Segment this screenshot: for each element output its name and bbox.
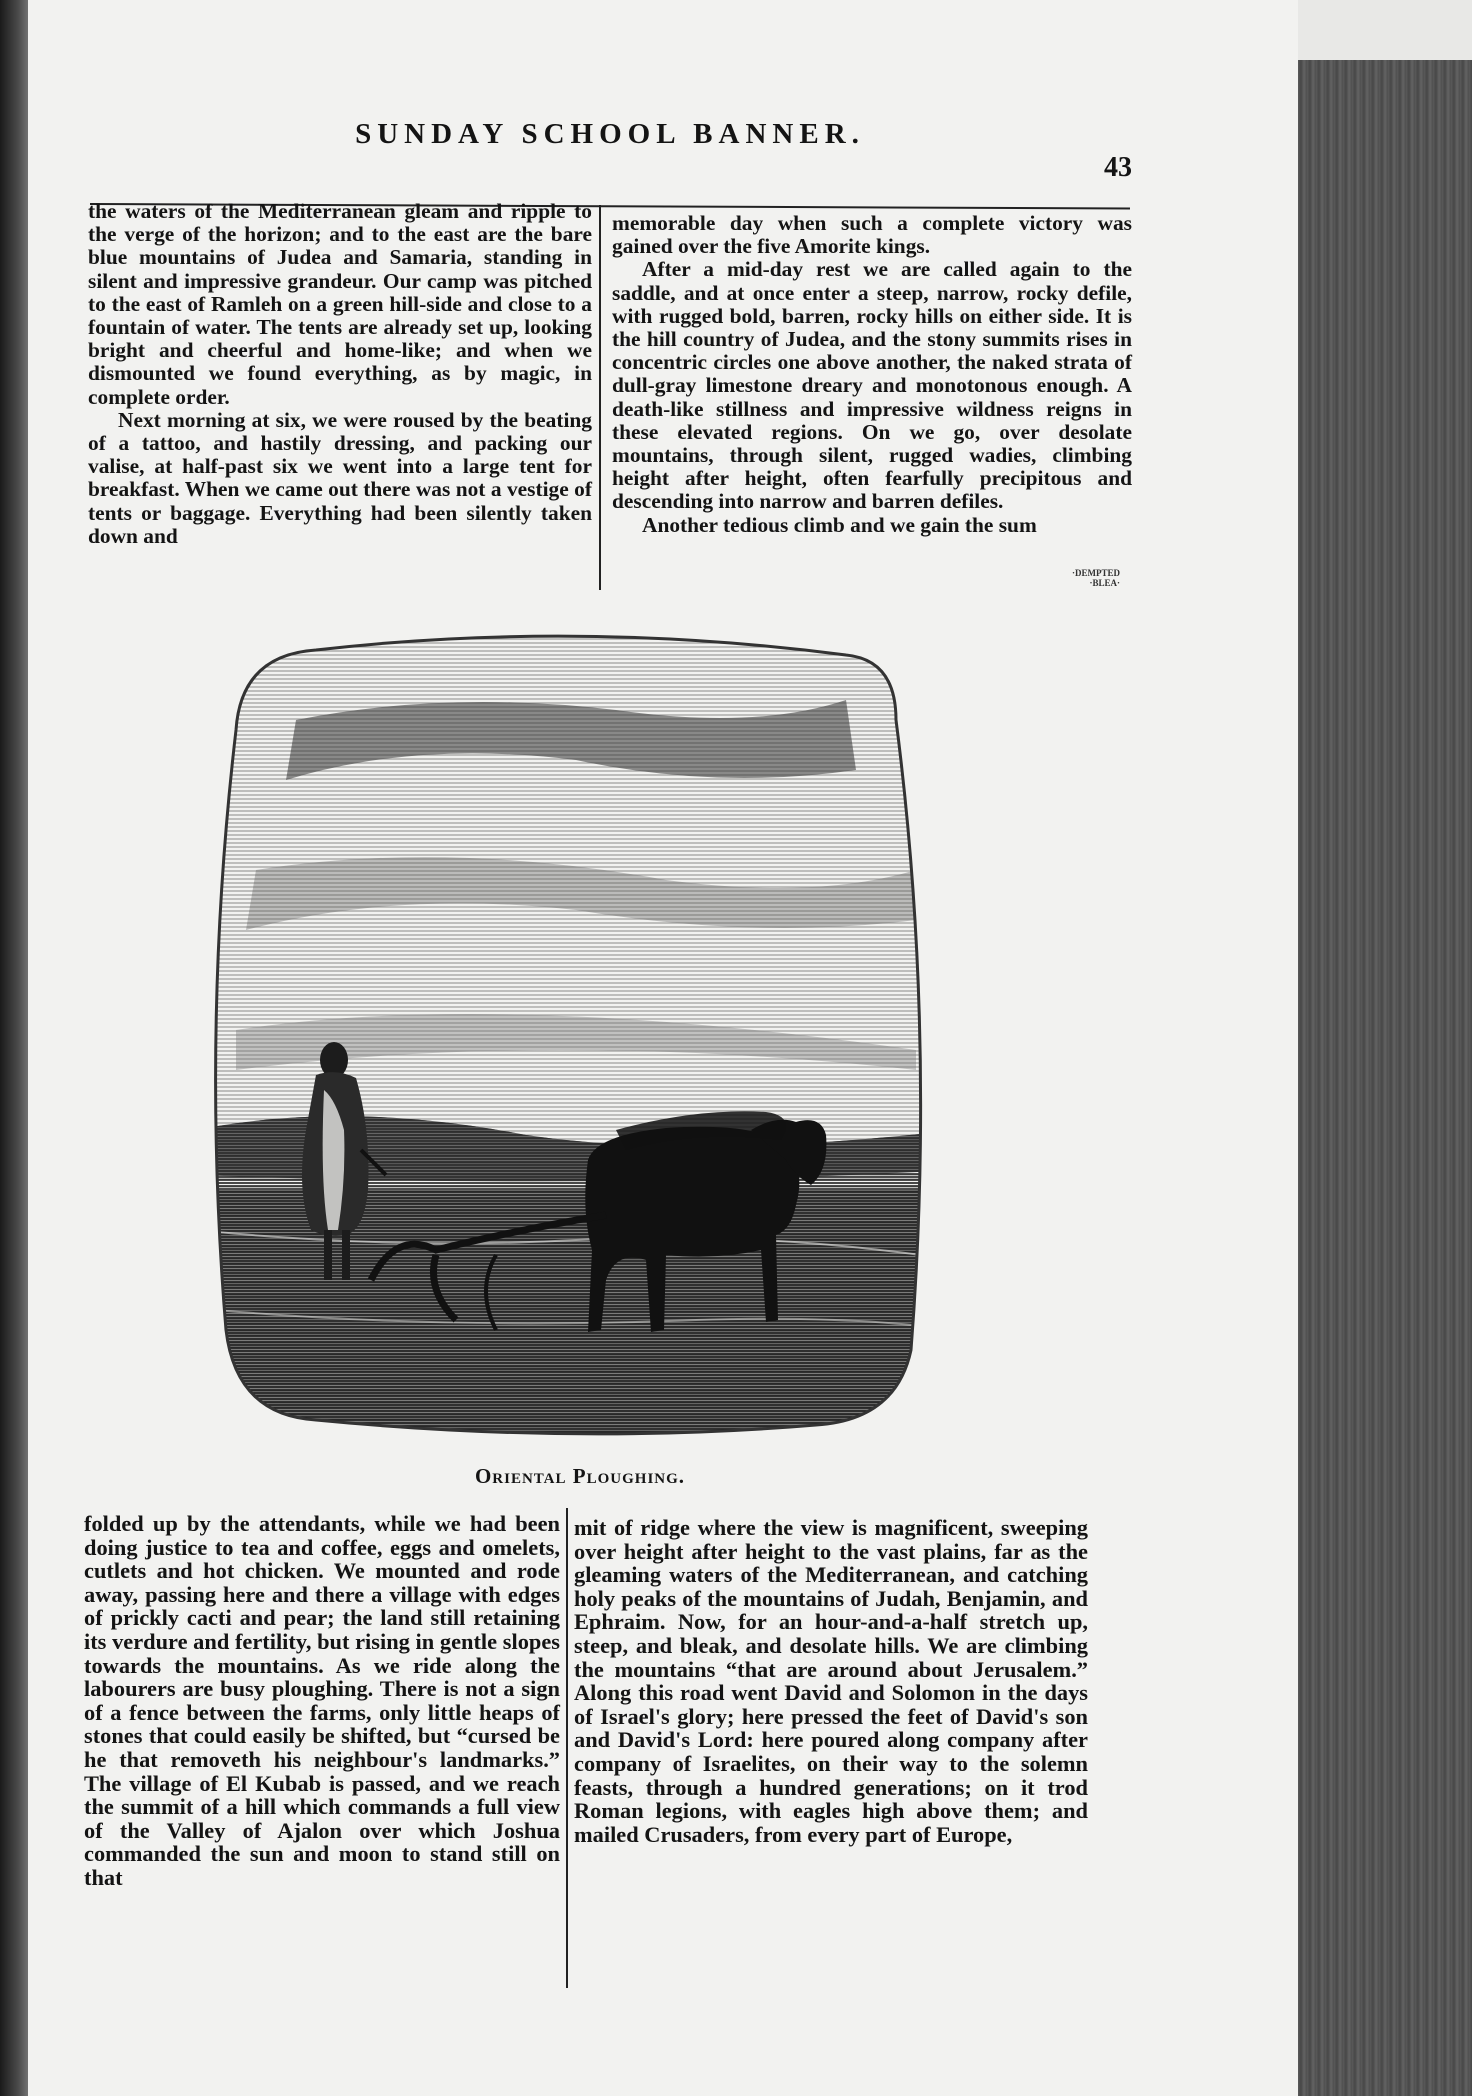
paragraph: mit of ridge where the view is magnificent, sweeping over height after height to the vast plains, far as the gleaming waters of the Mediterranean, and catching holy peaks of the mountains of Judah, Benjamin, and Ephraim. Now, for an hour-and-a-half stretch up, steep, and bleak, and desolate hills. We are climbing the mountains “that are around about Jerusalem.” Along this road went David and Solomon in the days of Israel's glory; here pressed the feet of David's son and David's Lord: here poured along company after company of Israelites, on their way to the solemn feasts, through a hundred generations; on it trod Roman legions, with eagles high above them; and mailed Crusaders, from every part of Europe,	[574, 1515, 1088, 1847]
running-header: SUNDAY SCHOOL BANNER.	[355, 118, 865, 150]
column-top-right	[612, 212, 1132, 537]
page-stack-edge	[1298, 60, 1472, 2096]
column-top-left	[88, 200, 592, 548]
column-bottom-right	[574, 1516, 1088, 1846]
column-divider	[566, 1508, 568, 1988]
page-stack-top	[1298, 0, 1472, 60]
paragraph: memorable day when such a complete victory was gained over the five Amorite kings.	[612, 211, 1132, 259]
stamp-line: ·BLEA·	[1089, 578, 1121, 588]
paragraph: Another tedious climb and we gain the sum	[642, 512, 1037, 537]
stamp-line: ·DEMPTED	[1072, 568, 1121, 578]
oriental-ploughing-engraving	[196, 630, 956, 1450]
paragraph: After a mid-day rest we are called again to the saddle, and at once enter a steep, narrow, rocky defile, with rugged bold, barren, rocky hills on either side. It is the hill country of Judea, and the stony summits rises in concentric circles one above another, the naked strata of dull-gray limestone dreary and monotonous enough. A death-like stillness and impressive wildness reigns in these elevated regions. On we go, over desolate mountains, through silent, rugged wadies, climbing height after height, often fearfully precipitous and descending into narrow and barren defiles.	[612, 257, 1132, 514]
column-divider	[599, 205, 601, 590]
paragraph: the waters of the Mediterranean gleam and ripple to the verge of the horizon; and to the east are the bare blue mountains of Judea and Samaria, standing in silent and impressive grandeur. Our camp was pitched to the east of Ramleh on a green hill-side and close to a fountain of water. The tents are already set up, looking bright and cheerful and home-like; and when we dismounted we found everything, as by magic, in complete order.	[88, 199, 592, 409]
paragraph: folded up by the attendants, while we had been doing justice to tea and coffee, eggs and omelets, cutlets and hot chicken. We mounted and rode away, passing here and there a village with edges of prickly cacti and pear; the land still retaining its verdure and fertility, but rising in gentle slopes towards the mountains. As we ride along the labourers are busy ploughing. There is not a sign of a fence between the farms, only little heaps of stones that could easily be shifted, but “cursed be he that removeth his neighbour's landmarks.” The village of El Kubab is passed, and we reach the summit of a hill which commands a full view of the Valley of Ajalon over which Joshua commanded the sun and moon to stand still on that	[84, 1511, 560, 1890]
book-gutter	[0, 0, 30, 2096]
column-bottom-left	[84, 1512, 560, 1890]
illustration-caption: Oriental Ploughing.	[474, 1464, 686, 1488]
page-number: 43	[1104, 152, 1132, 183]
paragraph: Next morning at six, we were roused by the beating of a tattoo, and hastily dressing, and packing our valise, at half-past six we went into a large tent for breakfast. When we came out there was not a vestige of tents or baggage. Everything had been silently taken down and	[88, 407, 592, 548]
library-stamp	[1072, 568, 1120, 588]
